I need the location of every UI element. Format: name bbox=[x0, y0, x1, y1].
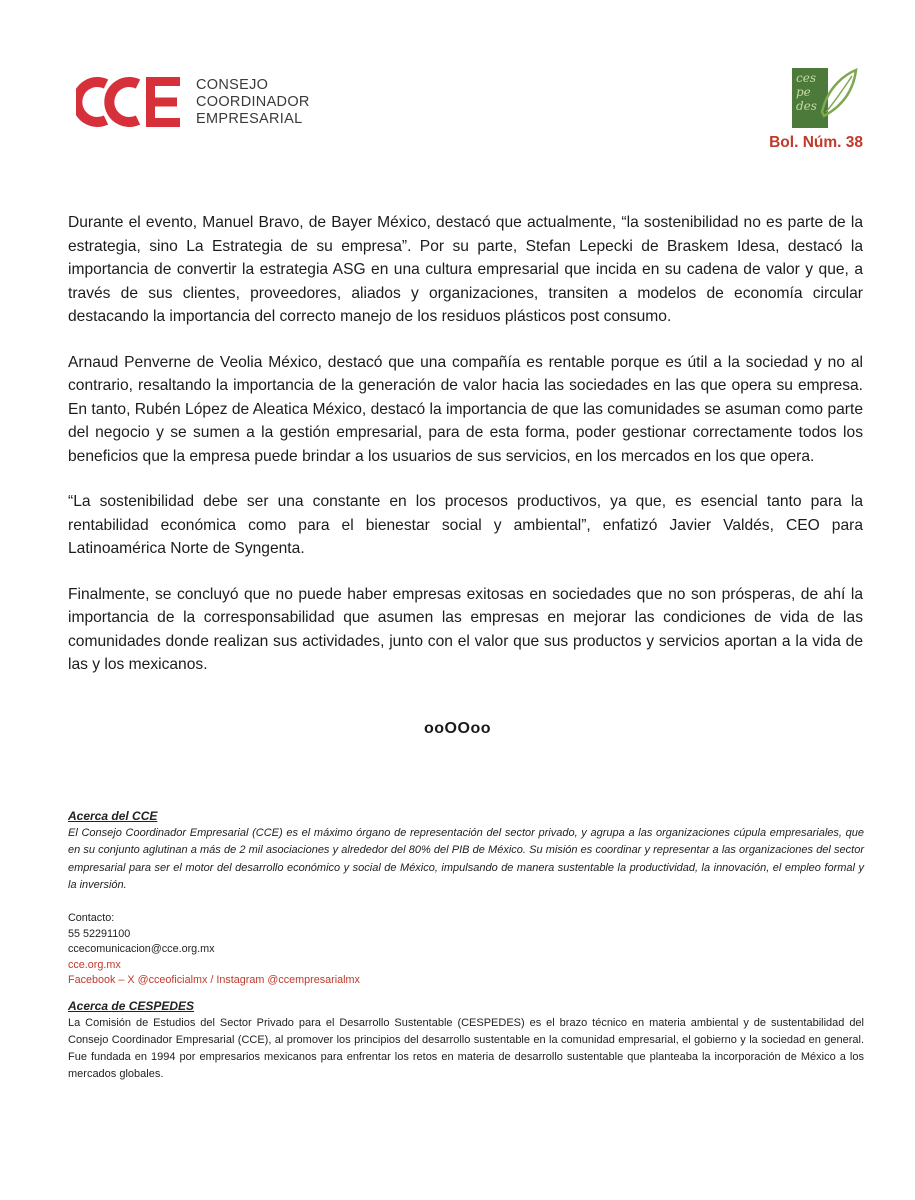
contact-email[interactable]: ccecomunicacion@cce.org.mx bbox=[68, 943, 215, 956]
cespedes-logo bbox=[788, 66, 858, 130]
paragraph-2: Arnaud Penverne de Veolia México, destacó que una compañía es rentable porque es útil a la sociedad y no al contrario, resaltando la importancia de la generación de valor hacia las sociedades en las que opera su empresa. En tanto, Rubén López de Aleatica México, destacó la importancia de que las comunidades se asuman como parte del negocio y se sumen a la gestión empresarial, para de esta forma, poder gestionar correctamente todos los beneficios que la empresa puede brindar a los usuarios de sus servicios, en los mercados en los que opera. bbox=[68, 353, 863, 465]
cce-logo-mark bbox=[76, 74, 186, 130]
contact-phone: 55 52291100 bbox=[68, 927, 131, 940]
org-line-1: CONSEJO bbox=[196, 76, 269, 93]
about-cespedes-section bbox=[68, 998, 864, 1083]
cce-logo bbox=[76, 74, 310, 130]
social-links[interactable]: Facebook – X @cceoficialmx / Instagram @ccempresarialmx bbox=[68, 974, 360, 987]
contact-block bbox=[68, 911, 864, 989]
bulletin-number: Bol. Núm. 38 bbox=[769, 134, 863, 151]
svg-text:pe: pe bbox=[796, 85, 811, 99]
org-line-2: COORDINADOR bbox=[196, 93, 310, 110]
section-separator: ooOOoo bbox=[424, 720, 491, 737]
press-release-body bbox=[68, 211, 863, 699]
footer bbox=[68, 808, 864, 1083]
about-cce-heading: Acerca del CCE bbox=[68, 809, 158, 823]
website-link[interactable]: cce.org.mx bbox=[68, 958, 121, 971]
paragraph-3: “La sostenibilidad debe ser una constante en los procesos productivos, ya que, es esencial tanto para la rentabilidad económica como para el bienestar social y ambiental”, enfatizó Javier Valdés, CEO para Latinoamérica Norte de Syngenta. bbox=[68, 493, 863, 557]
paragraph-4: Finalmente, se concluyó que no puede haber empresas exitosas en sociedades que no son prósperas, de ahí la importancia de la corresponsabilidad que asumen las empresas en mejorar las condiciones de vida de las comunidades donde realizan sus actividades, junto con el valor que sus productos y servicios aportan a la vida de las y los mexicanos. bbox=[68, 585, 863, 673]
about-cce-text: El Consejo Coordinador Empresarial (CCE) es el máximo órgano de representación del sector privado, y agrupa a las organizaciones cúpula empresariales, que en su conjunto aglutinan a más de 2 mil asociaciones y alrededor del 80% del PIB de México. Su misión es coordinar y representar a las organizaciones del sector empresarial para ser el motor del desarrollo económico y social de México, impulsando de manera sustentable la productividad, la innovación, el empleo formal y la inversión. bbox=[68, 827, 864, 891]
about-cespedes-heading: Acerca de CESPEDES bbox=[68, 998, 195, 1013]
about-cespedes-text: La Comisión de Estudios del Sector Privado para el Desarrollo Sustentable (CESPEDES) es el brazo técnico en materia ambiental y de sustentabilidad del Consejo Coordinador Empresarial (CCE), al promover los principios del desarrollo sustentable en la comunidad empresarial, el gobierno y la sociedad en general. Fue fundada en 1994 por empresarios mexicanos para enfrentar los retos en materia de desarrollo sustentable que planteaba la incorporación de México a los mercados globales. bbox=[68, 1016, 864, 1080]
cce-org-name bbox=[196, 77, 310, 128]
org-line-3: EMPRESARIAL bbox=[196, 110, 303, 127]
paragraph-1: Durante el evento, Manuel Bravo, de Bayer México, destacó que actualmente, “la sostenibilidad no es parte de la estrategia, sino La Estrategia de su empresa”. Por su parte, Stefan Lepecki de Braskem Idesa, destacó la importancia de convertir la estrategia ASG en una cultura empresarial que incida en su cadena de valor y que, a través de sus clientes, proveedores, aliados y organizaciones, transiten a modelos de economía circular destacando la importancia del correcto manejo de los residuos plásticos post consumo. bbox=[68, 214, 863, 325]
svg-text:des: des bbox=[796, 99, 817, 113]
contact-label: Contacto: bbox=[68, 912, 115, 925]
svg-text:ces: ces bbox=[796, 71, 816, 85]
